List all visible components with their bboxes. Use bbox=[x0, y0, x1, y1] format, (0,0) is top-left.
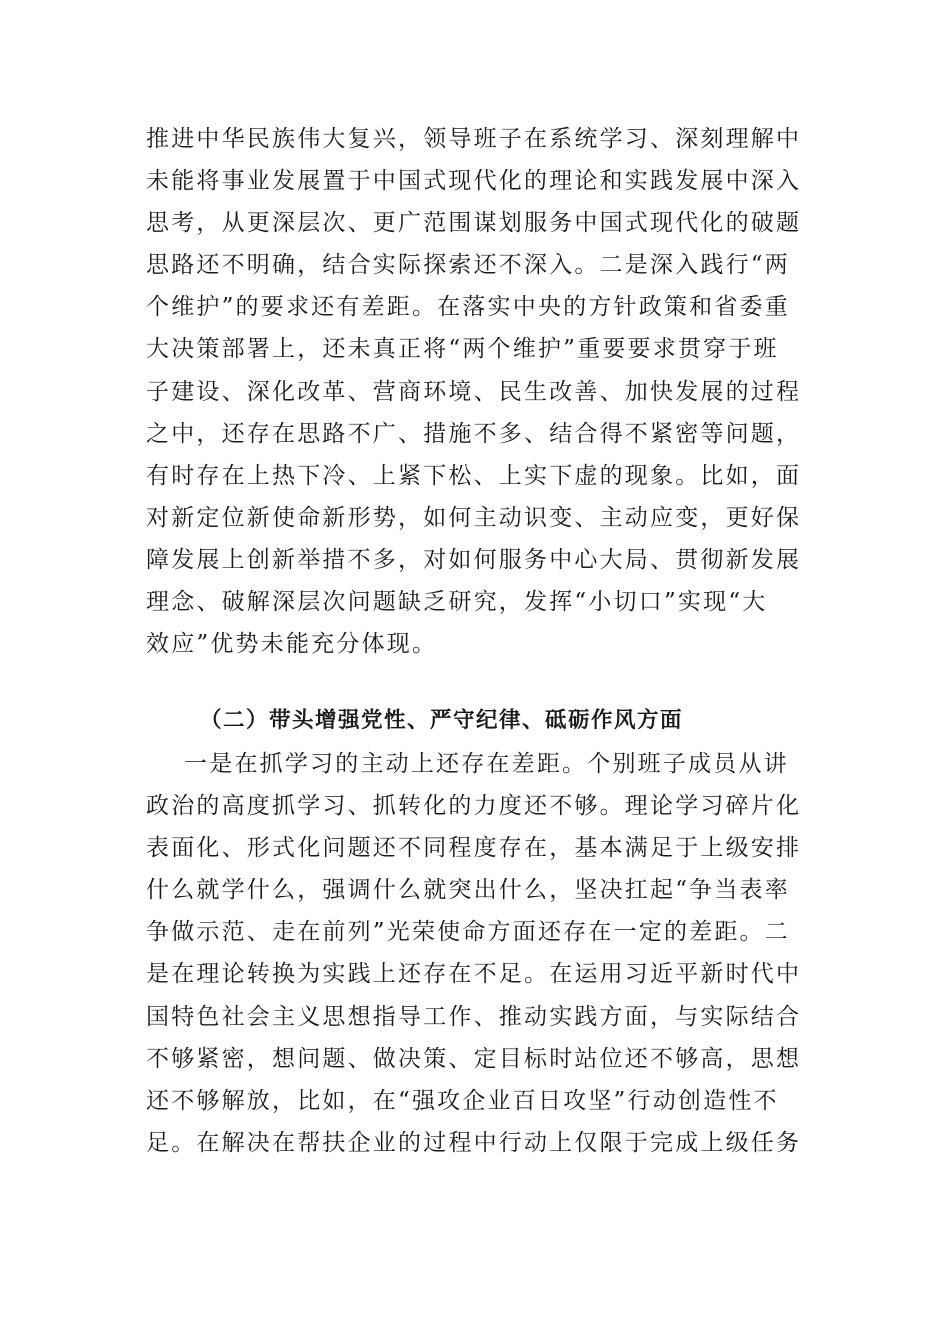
text-line: 理念、破解深层次问题缺乏研究，发挥“小切口”实现“大 bbox=[146, 589, 768, 616]
text-line: 国特色社会主义思想指导工作、推动实践方面，与实际结合 bbox=[146, 1003, 802, 1030]
text-line: 争做示范、走在前列”光荣使命方面还存在一定的差距。二 bbox=[146, 919, 790, 946]
text-line: 思考，从更深层次、更广范围谋划服务中国式现代化的破题 bbox=[146, 210, 802, 237]
paragraph-section-two bbox=[146, 743, 806, 1164]
text-line: 不够紧密，想问题、做决策、定目标时站位还不够高，思想 bbox=[146, 1045, 802, 1072]
text-line: 未能将事业发展置于中国式现代化的理论和实践发展中深入 bbox=[146, 168, 802, 195]
text-line: 个维护”的要求还有差距。在落实中央的方针政策和省委重 bbox=[146, 294, 790, 321]
text-line: 是在理论转换为实践上还存在不足。在运用习近平新时代中 bbox=[146, 961, 802, 988]
text-line: 对新定位新使命新形势，如何主动识变、主动应变，更好保 bbox=[146, 504, 802, 531]
text-line: 子建设、深化改革、营商环境、民生改善、加快发展的过程 bbox=[146, 378, 802, 405]
text-line: 效应”优势未能充分体现。 bbox=[146, 631, 438, 658]
text-line: 政治的高度抓学习、抓转化的力度还不够。理论学习碎片化 bbox=[146, 793, 802, 820]
text-line: 表面化、形式化问题还不同程度存在，基本满足于上级安排 bbox=[146, 835, 802, 862]
text-line: 有时存在上热下冷、上紧下松、上实下虚的现象。比如，面 bbox=[146, 462, 802, 489]
text-line: 推进中华民族伟大复兴，领导班子在系统学习、深刻理解中 bbox=[146, 126, 802, 152]
text-line: 之中，还存在思路不广、措施不多、结合得不紧密等问题， bbox=[146, 420, 802, 447]
text-line: 还不够解放，比如，在“强攻企业百日攻坚”行动创造性不 bbox=[146, 1087, 779, 1114]
text-line: 大决策部署上，还未真正将“两个维护”重要要求贯穿于班 bbox=[146, 336, 779, 363]
text-line: 什么就学什么，强调什么就突出什么，坚决扛起“争当表率 bbox=[146, 877, 790, 904]
text-line: 思路还不明确，结合实际探索还不深入。二是深入践行“两 bbox=[146, 252, 790, 279]
paragraph-continued bbox=[146, 118, 806, 665]
text-line: 一是在抓学习的主动上还存在差距。个别班子成员从讲 bbox=[146, 751, 789, 777]
section-heading: （二）带头增强党性、严守纪律、砥砺作风方面 bbox=[200, 708, 684, 733]
text-line: 障发展上创新举措不多，对如何服务中心大局、贯彻新发展 bbox=[146, 546, 802, 573]
text-line: 足。在解决在帮扶企业的过程中行动上仅限于完成上级任务 bbox=[146, 1129, 802, 1156]
